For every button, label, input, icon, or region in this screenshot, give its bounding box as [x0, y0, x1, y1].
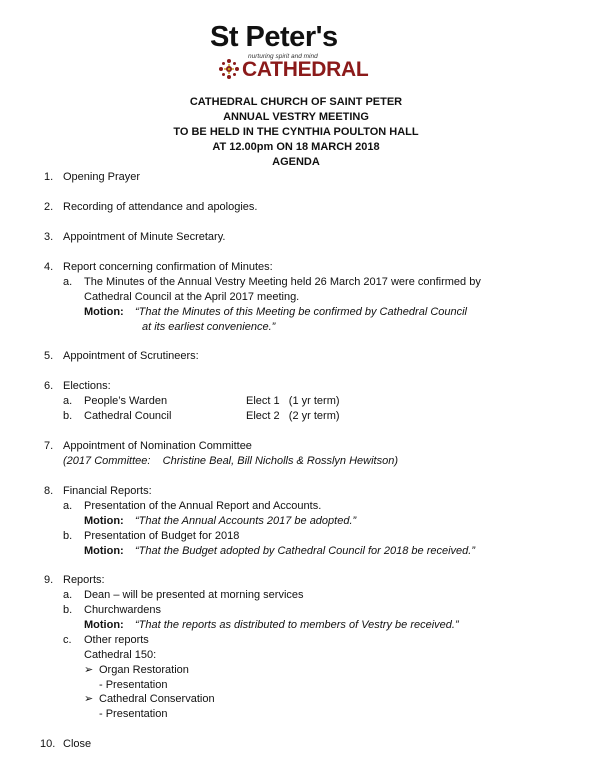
sub-item-text: The Minutes of the Annual Vestry Meeting held 26 March 2017 were confirmed by	[84, 276, 481, 288]
item-text: Financial Reports:	[63, 485, 152, 497]
heading-line-1: CATHEDRAL CHURCH OF SAINT PETER	[189, 96, 403, 108]
sub-heading: Cathedral 150:	[84, 649, 157, 661]
election-term: Elect 1 (1 yr term)	[246, 395, 340, 407]
report-sub-item: - Presentation	[99, 708, 168, 720]
arrow-bullet-icon: ➢	[84, 693, 94, 705]
item-number: 6.	[44, 380, 54, 392]
item-number: 1.	[44, 171, 54, 183]
item-number: 7.	[44, 440, 54, 452]
motion-text: “That the Annual Accounts 2017 be adopted.”	[135, 515, 357, 527]
motion-label: Motion:	[84, 545, 124, 557]
sub-item-text: Cathedral Council at the April 2017 meeting.	[84, 291, 300, 303]
motion-text: at its earliest convenience.”	[142, 321, 276, 333]
committee-note: (2017 Committee: Christine Beal, Bill Nicholls & Rosslyn Hewitson)	[63, 455, 399, 467]
item-text: Opening Prayer	[63, 171, 141, 183]
heading-line-2: ANNUAL VESTRY MEETING	[223, 111, 369, 123]
sub-item-text: Cathedral Council	[84, 410, 172, 422]
sub-item-letter: b.	[63, 410, 73, 422]
item-text: Report concerning confirmation of Minutes:	[63, 261, 273, 273]
heading-line-3: TO BE HELD IN THE CYNTHIA POULTON HALL	[173, 126, 419, 138]
sub-item-text: People’s Warden	[84, 395, 168, 407]
sub-item-letter: b.	[63, 530, 73, 542]
motion-text: “That the Budget adopted by Cathedral Council for 2018 be received.”	[135, 545, 475, 557]
item-number: 5.	[44, 350, 54, 362]
logo-tagline: nurturing spirit and mind	[248, 53, 318, 60]
item-text: Appointment of Minute Secretary.	[63, 231, 226, 243]
logo-subtitle: CATHEDRAL	[242, 58, 369, 81]
sub-item-letter: a.	[63, 500, 73, 512]
cathedral-logo	[208, 22, 378, 80]
arrow-bullet-icon: ➢	[84, 664, 94, 676]
sub-item-letter: a.	[63, 395, 73, 407]
sub-item-text: Presentation of Budget for 2018	[84, 530, 240, 542]
logo-title: St Peter's	[210, 21, 338, 53]
heading-line-4: AT 12.00pm ON 18 MARCH 2018	[212, 141, 380, 153]
item-number: 8.	[44, 485, 54, 497]
election-term: Elect 2 (2 yr term)	[246, 410, 340, 422]
sub-item-letter: c.	[63, 634, 72, 646]
sub-item-text: Dean – will be presented at morning services	[84, 589, 304, 601]
sub-item-letter: b.	[63, 604, 73, 616]
sub-item-text: Presentation of the Annual Report and Accounts.	[84, 500, 322, 512]
item-text: Appointment of Scrutineers:	[63, 350, 199, 362]
report-item: Cathedral Conservation	[99, 693, 215, 705]
item-text: Reports:	[63, 574, 105, 586]
motion-label: Motion:	[84, 619, 124, 631]
item-number: 3.	[44, 231, 54, 243]
motion-text: “That the reports as distributed to members of Vestry be received.”	[135, 619, 459, 631]
cross-emblem-icon	[218, 58, 240, 80]
heading-line-5: AGENDA	[272, 156, 320, 168]
motion-text: “That the Minutes of this Meeting be confirmed by Cathedral Council	[135, 306, 467, 318]
sub-item-text: Churchwardens	[84, 604, 162, 616]
report-sub-item: - Presentation	[99, 679, 168, 691]
sub-item-text: Other reports	[84, 634, 149, 646]
report-item: Organ Restoration	[99, 664, 189, 676]
item-number: 2.	[44, 201, 54, 213]
motion-label: Motion:	[84, 306, 124, 318]
item-text: Recording of attendance and apologies.	[63, 201, 258, 213]
item-text: Appointment of Nomination Committee	[63, 440, 252, 452]
item-number: 4.	[44, 261, 54, 273]
item-text: Close	[63, 738, 92, 750]
item-number: 10.	[40, 738, 56, 750]
item-number: 9.	[44, 574, 54, 586]
sub-item-letter: a.	[63, 589, 73, 601]
sub-item-letter: a.	[63, 276, 73, 288]
item-text: Elections:	[63, 380, 111, 392]
motion-label: Motion:	[84, 515, 124, 527]
